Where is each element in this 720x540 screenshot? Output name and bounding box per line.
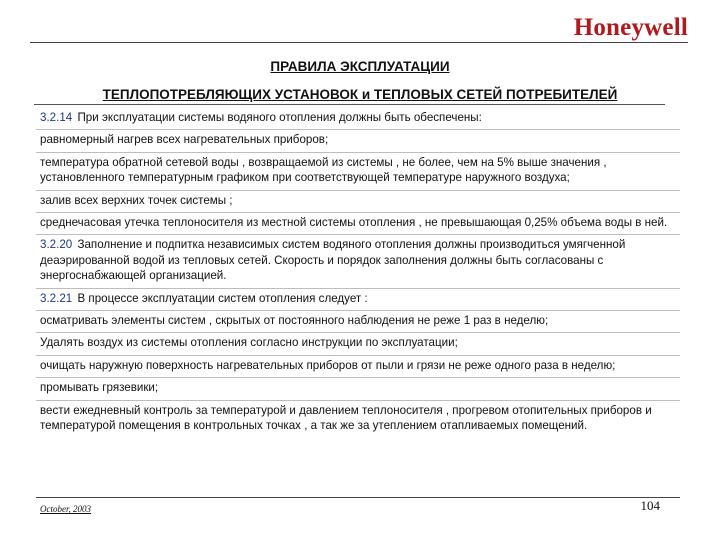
clause-number: 3.2.14 [40,111,73,124]
rule-item [36,153,680,191]
page-title-line1: ПРАВИЛА ЭКСПЛУАТАЦИИ [270,59,450,74]
clause-text: Заполнение и подпитка независимых систем водяного отопления должны производиться умягченной деаэрированной водой из тепловых сетей. Скорость и порядок заполнения должны быть согласованы с энергоснабжающей организацией. [40,238,626,283]
clause-text: Удалять воздух из системы отопления согласно инструкции по эксплуатации; [40,336,458,350]
rules-list [36,108,680,438]
honeywell-logo: Honeywell [573,14,688,41]
clause-number: 3.2.21 [40,291,73,305]
rule-item [36,213,680,235]
clause-text: осматривать элементы систем , скрытых от постоянного наблюдения не реже 1 раз в неделю; [40,314,549,328]
clause-text: При эксплуатации системы водяного отопления должны быть обеспечены: [77,111,482,124]
rule-item [36,235,680,288]
rule-item [36,401,680,438]
rule-item [36,333,680,355]
rule-item [36,311,680,333]
title-rule [34,104,665,105]
footer-date: October, 2003 [40,504,91,514]
header-rule [30,42,688,43]
clause-text: температура обратной сетевой воды , возвращаемой из системы , не более, чем на 5% выше значения , установленного температурным графиком при соответствующей температуре наружного воздуха; [40,155,607,185]
page-number: 104 [640,498,660,513]
clause-text: В процессе эксплуатации систем отопления следует : [77,291,368,305]
rule-item [36,378,680,400]
rule-item [36,289,680,311]
clause-text: вести ежедневный контроль за температурой и давлением теплоносителя , прогревом отопительных приборов и температурой помещения в контрольных точках , а так же за утеплением отапливаемых помещений. [40,403,652,433]
clause-text: промывать грязевики; [40,381,159,395]
clause-number: 3.2.20 [40,238,73,252]
clause-text: равномерный нагрев всех нагревательных приборов; [40,133,329,147]
footer-rule [36,497,680,498]
page-title-line2: ТЕПЛОПОТРЕБЛЯЮЩИХ УСТАНОВОК и ТЕПЛОВЫХ СЕТЕЙ ПОТРЕБИТЕЛЕЙ [102,87,618,102]
rule-item [36,130,680,152]
clause-text: очищать наружную поверхность нагревательных приборов от пыли и грязи не реже одного раза в неделю; [40,358,616,372]
rule-item [36,191,680,213]
clause-text: залив всех верхних точек системы ; [40,193,233,207]
rule-item [36,356,680,378]
clause-text: среднечасовая утечка теплоносителя из местной системы отопления , не превышающая 0,25% объема воды в ней. [40,216,668,230]
rule-item [36,108,680,130]
